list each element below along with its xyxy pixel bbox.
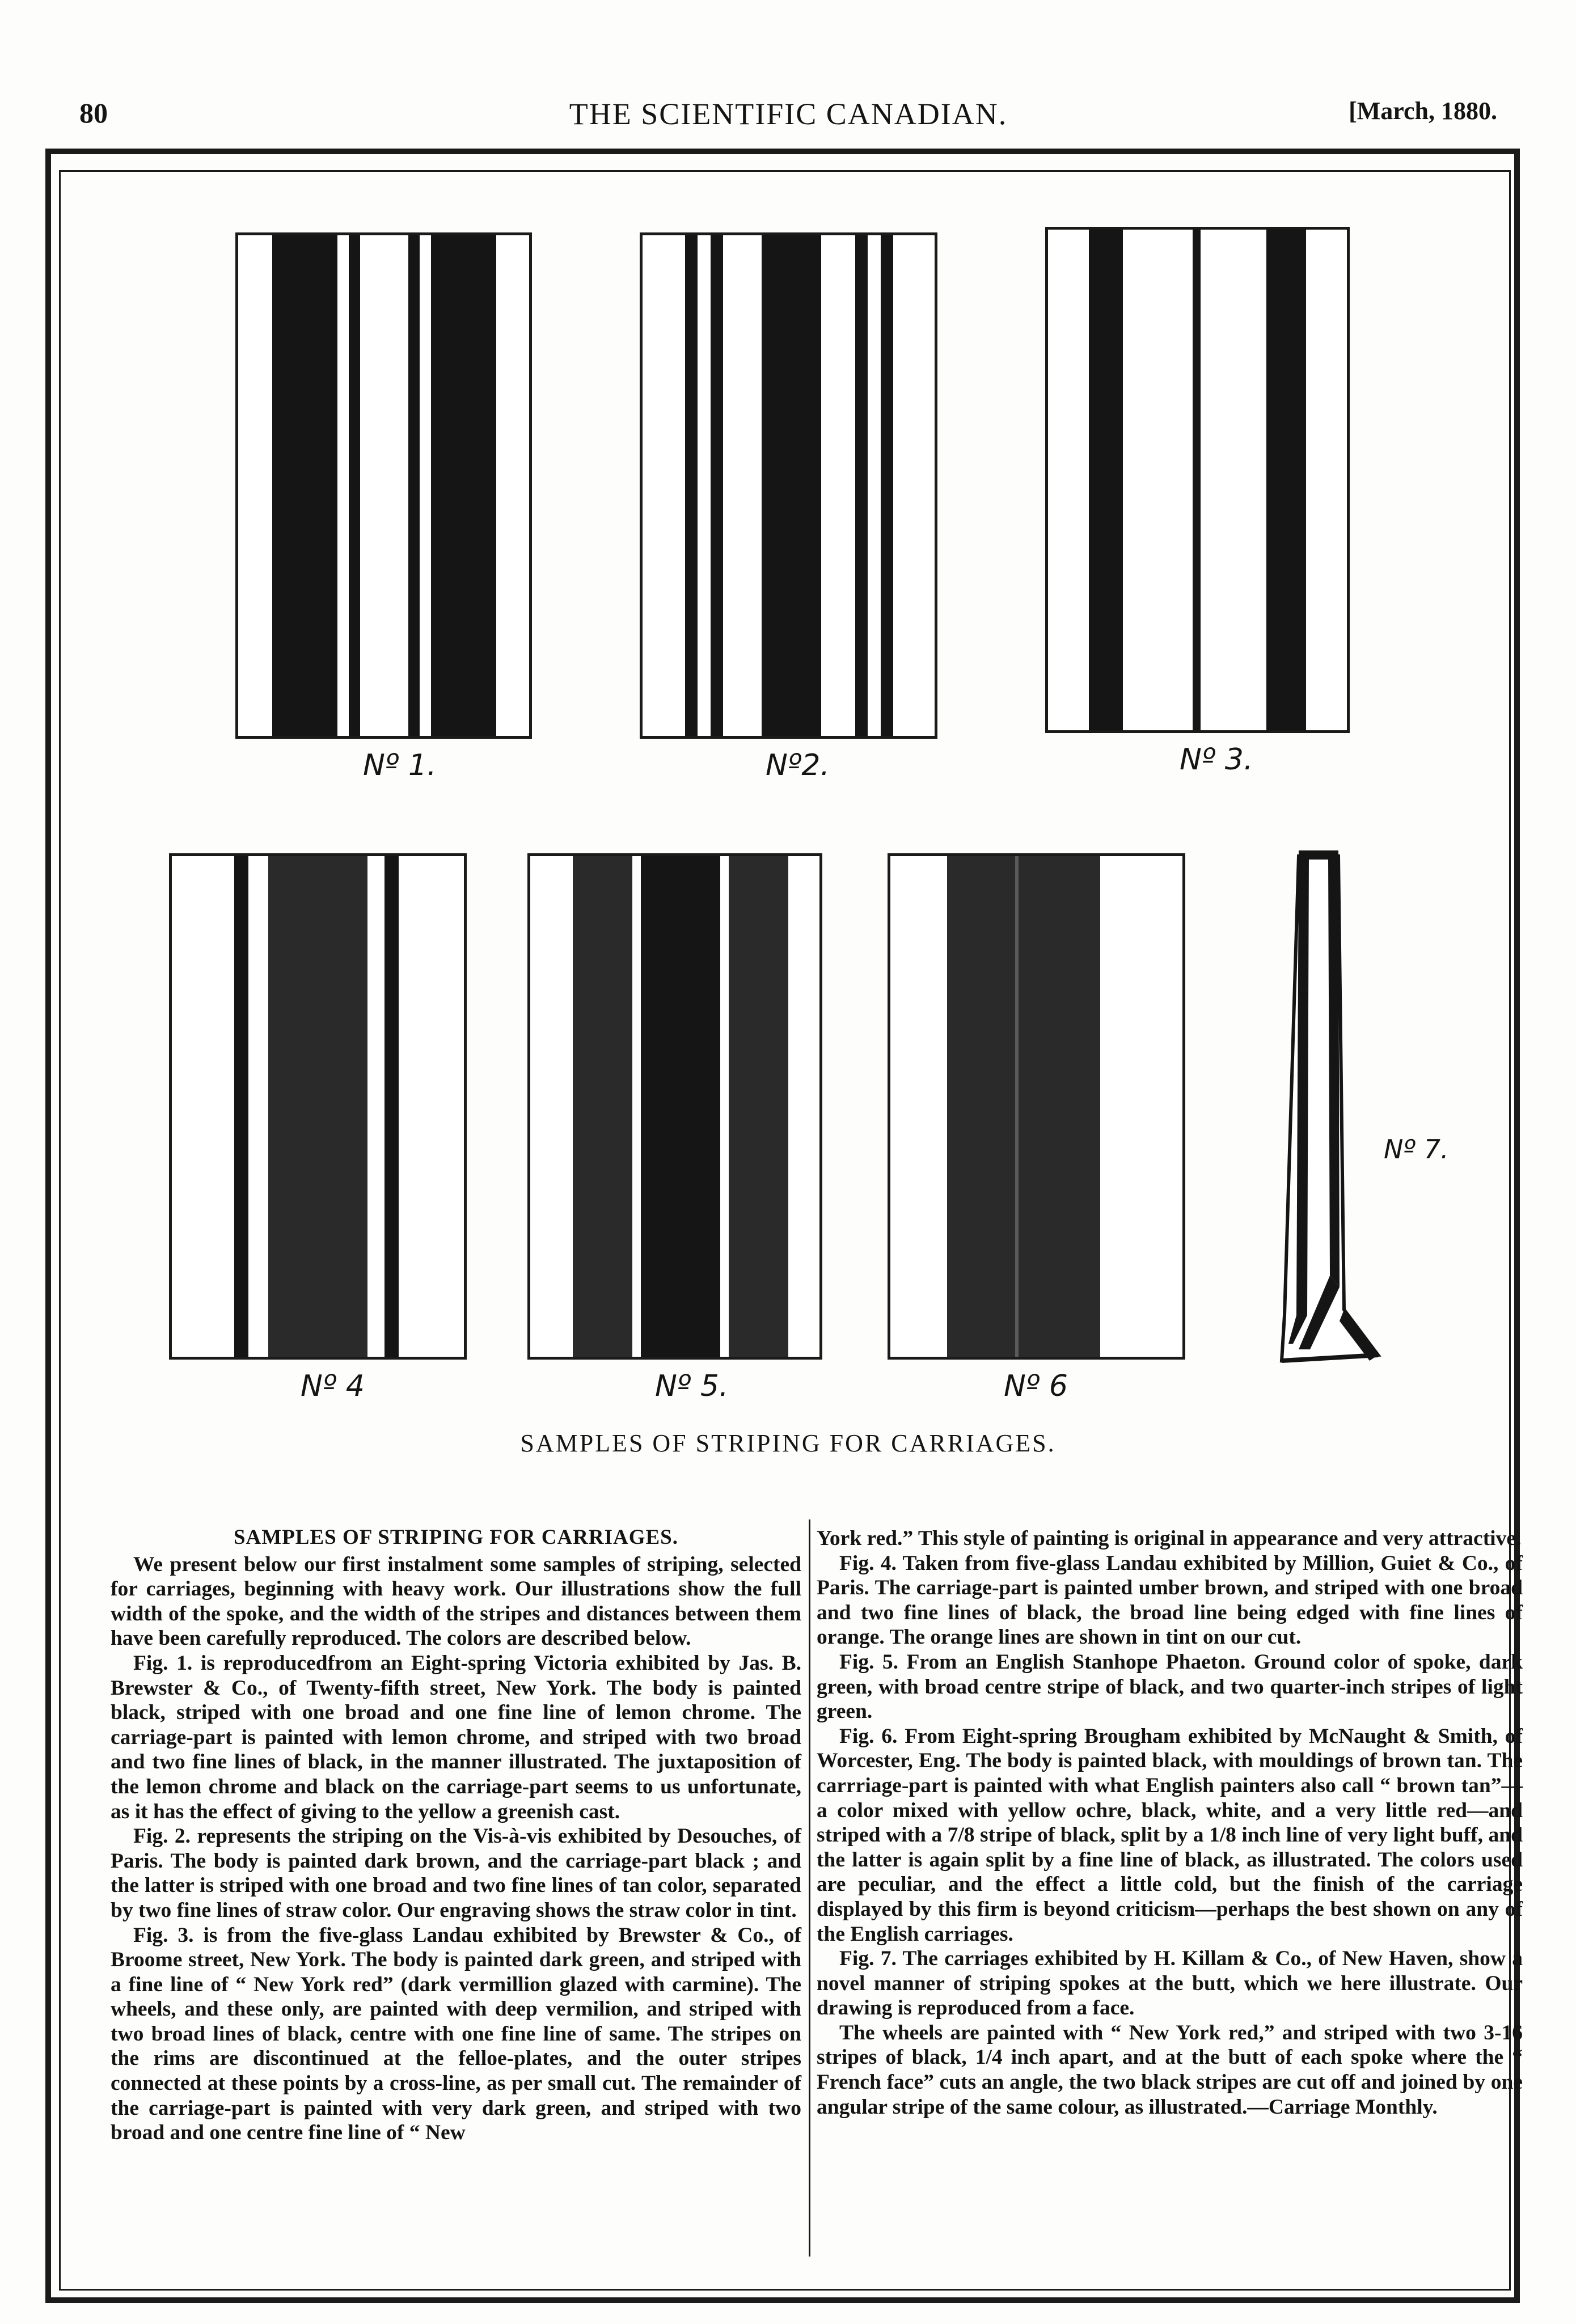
running-header [79, 96, 1497, 142]
stripe [349, 235, 360, 736]
figure-label-4: Nº 4 [301, 1369, 365, 1403]
stripe [729, 856, 788, 1357]
page-number: 80 [79, 97, 108, 129]
article-paragraph: York red.” This style of painting is original in appearance and very attractive. [817, 1527, 1522, 1550]
stripe [947, 856, 1100, 1357]
stripe [573, 856, 632, 1357]
article-paragraph: Fig. 7. The carriages exhibited by H. Killam & Co., of New Haven, show a novel manner of striping spokes at the butt, which we here illustrate. Our drawing is reproduced from a face. [817, 1947, 1523, 2020]
stripe [1193, 230, 1201, 730]
issue-date: [March, 1880. [1349, 97, 1497, 125]
figure-label-3: Nº 3. [1180, 743, 1253, 777]
stripe [234, 856, 248, 1357]
stripe [685, 235, 698, 736]
article-paragraph: Fig. 2. represents the striping on the Vis-à-vis exhibited by Desouches, of Paris. The body is painted dark brown, and the carriage-part black ; and the latter is striped with one broad and two fine lines of tan color, separated by two fine lines of straw color. Our engraving shows the straw color in tint. [111, 1825, 801, 1922]
stripe [272, 235, 337, 736]
article-paragraph: Fig. 3. is from the five-glass Landau exhibited by Brewster & Co., of Broome street, New York. The body is painted dark green, and striped with a fine line of “ New York red” (dark vermillion glazed with carmine). The wheels, and these only, are painted with deep vermilion, and striped with two broad lines of black, centre with one fine line of same. The stripes on the rims are discontinued at the felloe-plates, and the outer stripes connected at these points by a cross-line, as per small cut. The remainder of the carriage-part is painted with very dark green, and striped with two broad and one centre fine line of “ New [111, 1923, 801, 2145]
striping-sample-1 [235, 232, 532, 739]
article-column-left [111, 1525, 801, 2145]
article-title: SAMPLES OF STRIPING FOR CARRIAGES. [233, 1526, 679, 1549]
stripe [855, 235, 868, 736]
spoke-stripe-right [1328, 856, 1340, 1287]
striping-sample-5 [527, 853, 822, 1360]
stripe [408, 235, 420, 736]
journal-title: THE SCIENTIFIC CANADIAN. [569, 97, 1008, 131]
stripe [1089, 230, 1123, 730]
stripe [762, 235, 821, 736]
striping-sample-3 [1045, 227, 1350, 733]
spoke-butt-drawing [1276, 845, 1412, 1378]
plate-caption: SAMPLES OF STRIPING FOR CARRIAGES. [520, 1429, 1056, 1457]
stripe [385, 856, 399, 1357]
stripe [268, 856, 367, 1357]
stripe [711, 235, 723, 736]
figure-label-5: Nº 5. [655, 1369, 729, 1403]
stripe [881, 235, 893, 736]
striping-sample-6 [888, 853, 1185, 1360]
figure-label-6: Nº 6 [1004, 1369, 1068, 1403]
article-paragraph: Fig. 1. is reproducedfrom an Eight-spring Victoria exhibited by Jas. B. Brewster & Co., of Twenty-fifth street, New York. The body is painted black, striped with one broad and one fine line of lemon chrome. The carriage-part is painted with lemon chrome, and striped with two broad and two fine lines of black, in the manner illustrated. The juxtaposition of the lemon chrome and black on the carriage-part seems to us unfortunate, as it has the effect of giving to the yellow a greenish cast. [111, 1651, 801, 1823]
striping-sample-2 [640, 232, 937, 739]
stripe [1015, 856, 1019, 1357]
article-paragraph: Fig. 6. From Eight-spring Brougham exhibited by McNaught & Smith, of Worcester, Eng. The body is painted black, with mouldings of brown tan. The carrriage-part is painted with what English painters also call “ brown tan”—a color mixed with yellow ochre, black, white, and a very little red—and striped with a 7/8 stripe of black, split by a 1/8 inch line of very light buff, and the latter is again split by a fine line of black, as illustrated. The colors used are peculiar, and the effect a little cold, but the finish of the carriage displayed by this firm is beyond criticism—perhaps the best shown on any of the English carriages. [817, 1724, 1523, 1946]
column-rule [809, 1519, 810, 2257]
article-paragraph: The wheels are painted with “ New York red,” and striped with two 3-16 stripes of black, 1/4 inch apart, and at the butt of each spoke where the “ French face” cuts an angle, the two black stripes are cut off and joined by one angular stripe of the same colour, as illustrated.—Carriage Monthly. [817, 2021, 1523, 2119]
stripe [1266, 230, 1306, 730]
article-paragraph: Fig. 4. Taken from five-glass Landau exhibited by Million, Guiet & Co., of Paris. The carriage-part is painted umber brown, and striped with one broad and two fine lines of black, the broad line being edged with fine lines of orange. The orange lines are shown in tint on our cut. [817, 1551, 1523, 1649]
figure-label-2: Nº2. [766, 748, 830, 782]
stripe [641, 856, 720, 1357]
figure-label-1: Nº 1. [363, 748, 437, 782]
article-paragraph: Fig. 5. From an English Stanhope Phaeton. Ground color of spoke, dark green, with broad centre stripe of black, and two quarter-inch stripes of light green. [817, 1650, 1523, 1724]
striping-sample-4 [169, 853, 467, 1360]
article-paragraph: We present below our first instalment some samples of striping, selected for carriages, beginning with heavy work. Our illustrations show the full width of the spoke, and the width of the stripes and distances between them have been carefully reproduced. The colors are described below. [111, 1552, 801, 1650]
stripe [431, 235, 496, 736]
article-column-right [817, 1526, 1523, 2119]
figure-label-7: Nº 7. [1384, 1134, 1449, 1165]
